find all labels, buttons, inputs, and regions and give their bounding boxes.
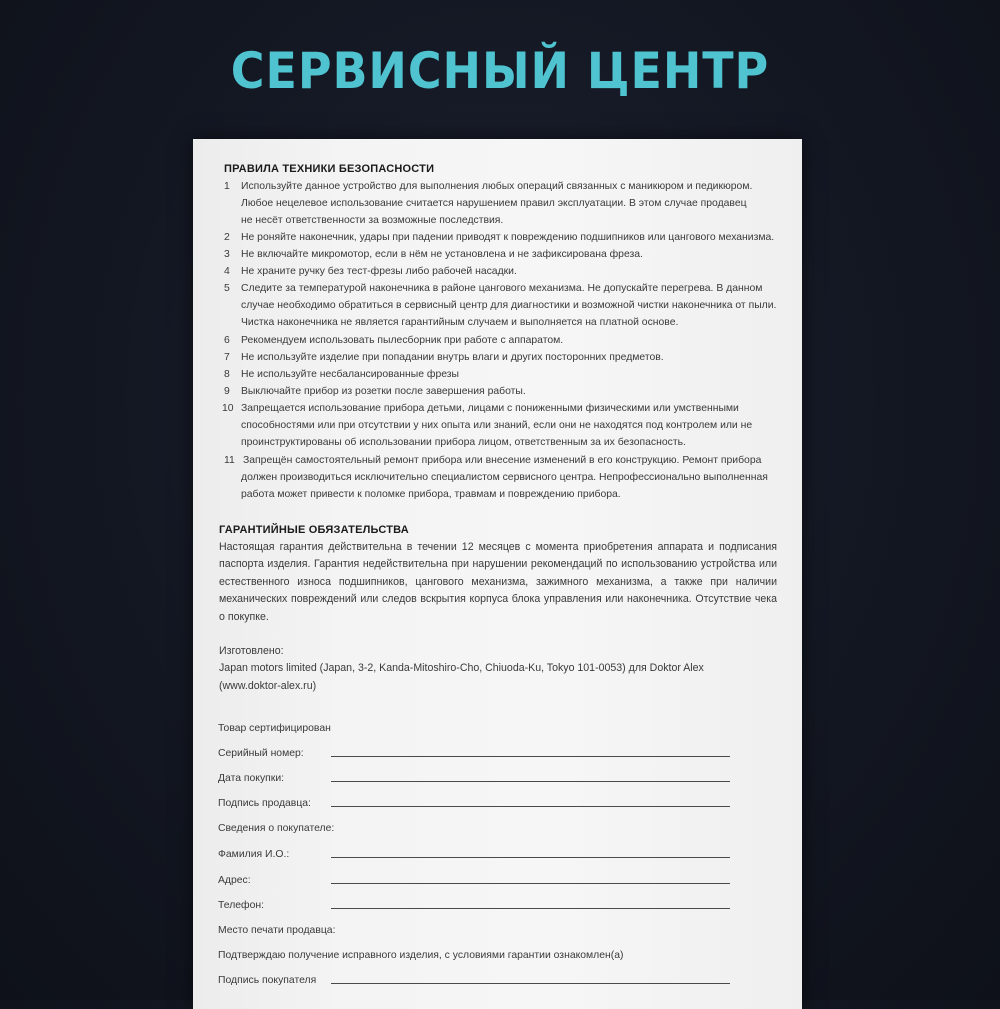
rule-text: Не включайте микромотор, если в нём не установлена и не зафиксирована фреза. [241,249,643,260]
rule-number: 3 [224,249,230,260]
rule-text: должен производиться исключительно специалистом сервисного центра. Непрофессионально выполненная [241,472,768,483]
buyer-info-label: Сведения о покупателе: [218,823,335,834]
rule-text: Не храните ручку без тест-фрезы либо рабочей насадки. [241,266,517,277]
rule-text: способностями или при отсутствии у них опыта или знаний, если они не находятся под контролем или не [241,420,753,431]
confirmation-text: Подтверждаю получение исправного изделия, с условиями гарантии ознакомлен(а) [218,950,624,961]
certified-label: Товар сертифицирован [218,723,331,734]
rule-text: Выключайте прибор из розетки после завершения работы. [241,386,526,397]
address-field[interactable] [331,883,730,884]
rule-text: проинструктированы об использовании прибора лицом, ответственным за их безопасность. [241,437,686,448]
rule-text: случае необходимо обратиться в сервисный центр для диагностики и возможной чистки наконечника от пыли. [241,300,777,311]
warranty-sheet [193,139,802,1009]
warranty-text-line: паспорта изделия. Гарантия недействительна при нарушении рекомендаций по использованию устройства или [219,558,777,570]
rule-text: Запрещён самостоятельный ремонт прибора или внесение изменений в его конструкцию. Ремонт прибора [243,455,762,466]
rule-number: 2 [224,232,230,243]
phone-label: Телефон: [218,900,264,911]
rule-number: 6 [224,335,230,346]
rule-number: 10 [222,403,234,414]
rule-number: 8 [224,369,230,380]
warranty-text-line: Настоящая гарантия действительна в течении 12 месяцев с момента приобретения аппарата и подписания [219,541,777,553]
phone-field[interactable] [331,908,730,909]
rule-text: Любое нецелевое использование считается нарушением правил эксплуатации. В этом случае продавец [241,198,747,209]
rule-number: 1 [224,181,230,192]
seller-signature-field[interactable] [331,806,730,807]
purchase-date-label: Дата покупки: [218,773,285,784]
rule-text: Не используйте изделие при попадании внутрь влаги и других посторонних предметов. [241,352,664,363]
rule-number: 7 [224,352,230,363]
rule-text: Используйте данное устройство для выполнения любых операций связанных с маникюром и педикюром. [241,181,753,192]
serial-number-label: Серийный номер: [218,748,304,759]
rule-text: не несёт ответственности за возможные последствия. [241,215,504,226]
manufacturer-website: (www.doktor-alex.ru) [219,680,317,692]
warranty-text-line: о покупке. [219,611,269,623]
manufacturer-address: Japan motors limited (Japan, 3-2, Kanda-Mitoshiro-Cho, Chiuoda-Ku, Tokyo 101-0053) для Doktor Alex [219,662,704,674]
rule-number: 11 [224,455,235,466]
address-label: Адрес: [218,875,251,886]
full-name-field[interactable] [331,857,730,858]
rule-text: Не используйте несбалансированные фрезы [241,369,460,380]
safety-heading: ПРАВИЛА ТЕХНИКИ БЕЗОПАСНОСТИ [224,163,435,175]
rule-number: 4 [224,266,230,277]
rule-text: Чистка наконечника не является гарантийным случаем и выполняется на платной основе. [241,317,679,328]
buyer-signature-label: Подпись покупателя [218,975,317,986]
banner-title: СЕРВИСНЫЙ ЦЕНТР [230,42,770,100]
rule-number: 9 [224,386,230,397]
full-name-label: Фамилия И.О.: [218,849,290,860]
rule-text: Не роняйте наконечник, удары при падении приводят к повреждению подшипников или цангового механизма. [241,232,775,243]
seller-stamp-label: Место печати продавца: [218,925,336,936]
rule-text: работа может привести к поломке прибора, травмам и повреждению прибора. [241,489,621,500]
warranty-text-line: естественного износа подшипников, цангового механизма, зажимного механизма, а также при наличии [219,576,777,588]
warranty-heading: ГАРАНТИЙНЫЕ ОБЯЗАТЕЛЬСТВА [219,524,409,536]
warranty-text-line: механических повреждений или следов вскрытия корпуса блока управления или наконечника. Отсутствие чека [219,593,777,605]
manufacturer-label: Изготовлено: [219,645,284,657]
serial-number-field[interactable] [331,756,730,757]
seller-signature-label: Подпись продавца: [218,798,311,809]
rule-text: Запрещается использование прибора детьми, лицами с пониженными физическими или умственными [241,403,739,414]
buyer-signature-field[interactable] [331,983,730,984]
rule-number: 5 [224,283,230,294]
rule-text: Следите за температурой наконечника в районе цангового механизма. Не допускайте перегрева. В данном [241,283,763,294]
rule-text: Рекомендуем использовать пылесборник при работе с аппаратом. [241,335,564,346]
purchase-date-field[interactable] [331,781,730,782]
